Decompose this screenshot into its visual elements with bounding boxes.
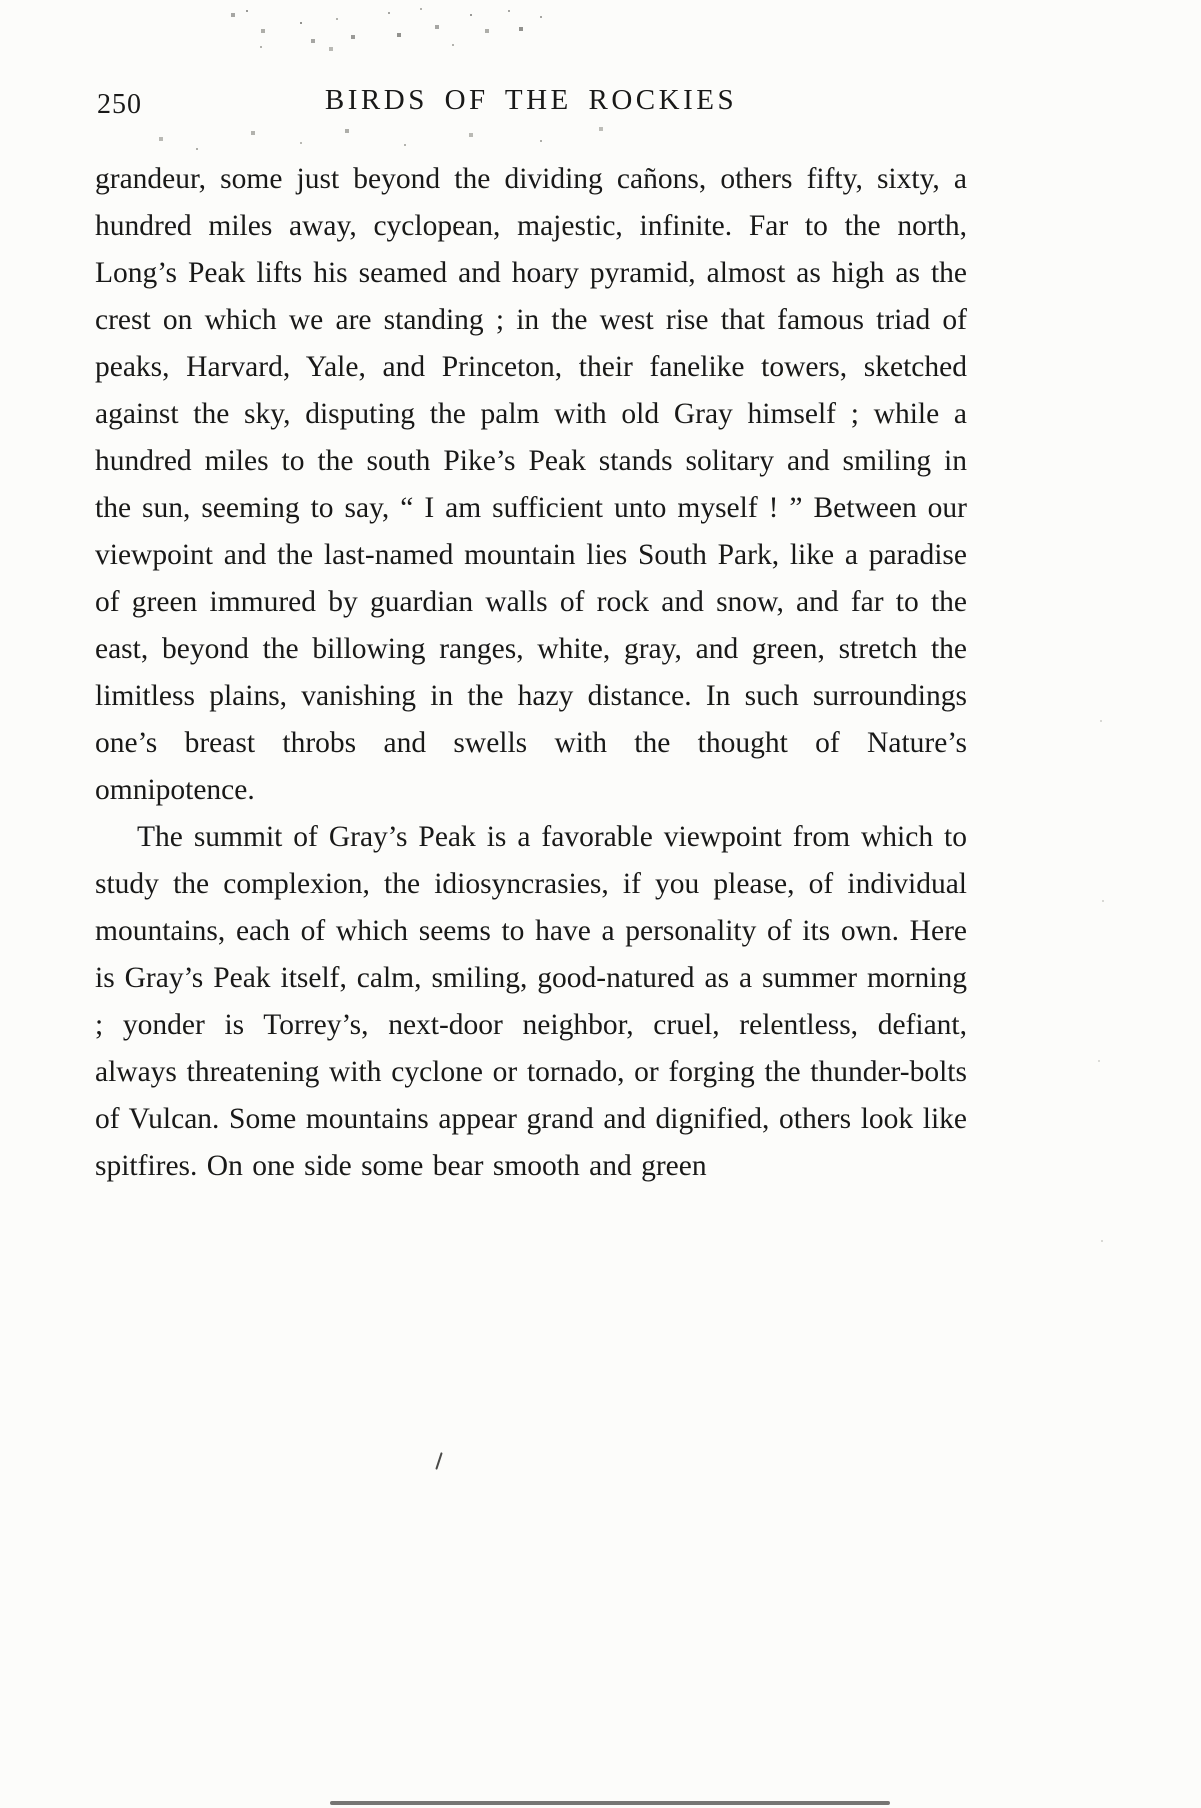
scan-bottom-edge [330,1801,890,1805]
scan-noise-right-edge [0,0,2,2]
paragraph: The summit of Gray’s Peak is a favorable viewpoint from which to study the complexion, the idiosyncrasies, if you please, of individual mountains, each of which seems to have a personality of its own. Here is Gray’s Peak itself, calm, smiling, good-natured as a summer morning ; yonder is Torrey’s, next-door neighbor, cruel, relentless, defiant, always threatening with cyclone or tornado, or forging the thunder-bolts of Vulcan. Some mountains appear grand and dignified, others look like spitfires. On one side some bear smooth and green [95,821,967,1182]
running-title: BIRDS OF THE ROCKIES [324,84,738,116]
page-number: 250 [97,89,142,120]
page-header [95,84,967,128]
body-text [95,156,967,1190]
paragraph-continuation: grandeur, some just beyond the dividing cañons, others fifty, sixty, a hundred miles away, cyclopean, majestic, infinite. Far to the north, Long’s Peak lifts his seamed and hoary pyramid, almost as high as the crest on which we are standing ; in the west rise that famous triad of peaks, Harvard, Yale, and Princeton, their fanelike towers, sketched against the sky, disputing the palm with old Gray himself ; while a hundred miles to the south Pike’s Peak stands solitary and smiling in the sun, seeming to say, “ I am sufficient unto myself ! ” Between our viewpoint and the last-named mountain lies South Park, like a paradise of green immured by guardian walls of rock and snow, and far to the east, beyond the billowing ranges, white, gray, and green, stretch the limitless plains, vanishing in the hazy distance. In such surroundings one’s breast throbs and swells with the thought of Nature’s omnipotence. [95,163,967,806]
scan-stray-mark [435,1452,442,1470]
